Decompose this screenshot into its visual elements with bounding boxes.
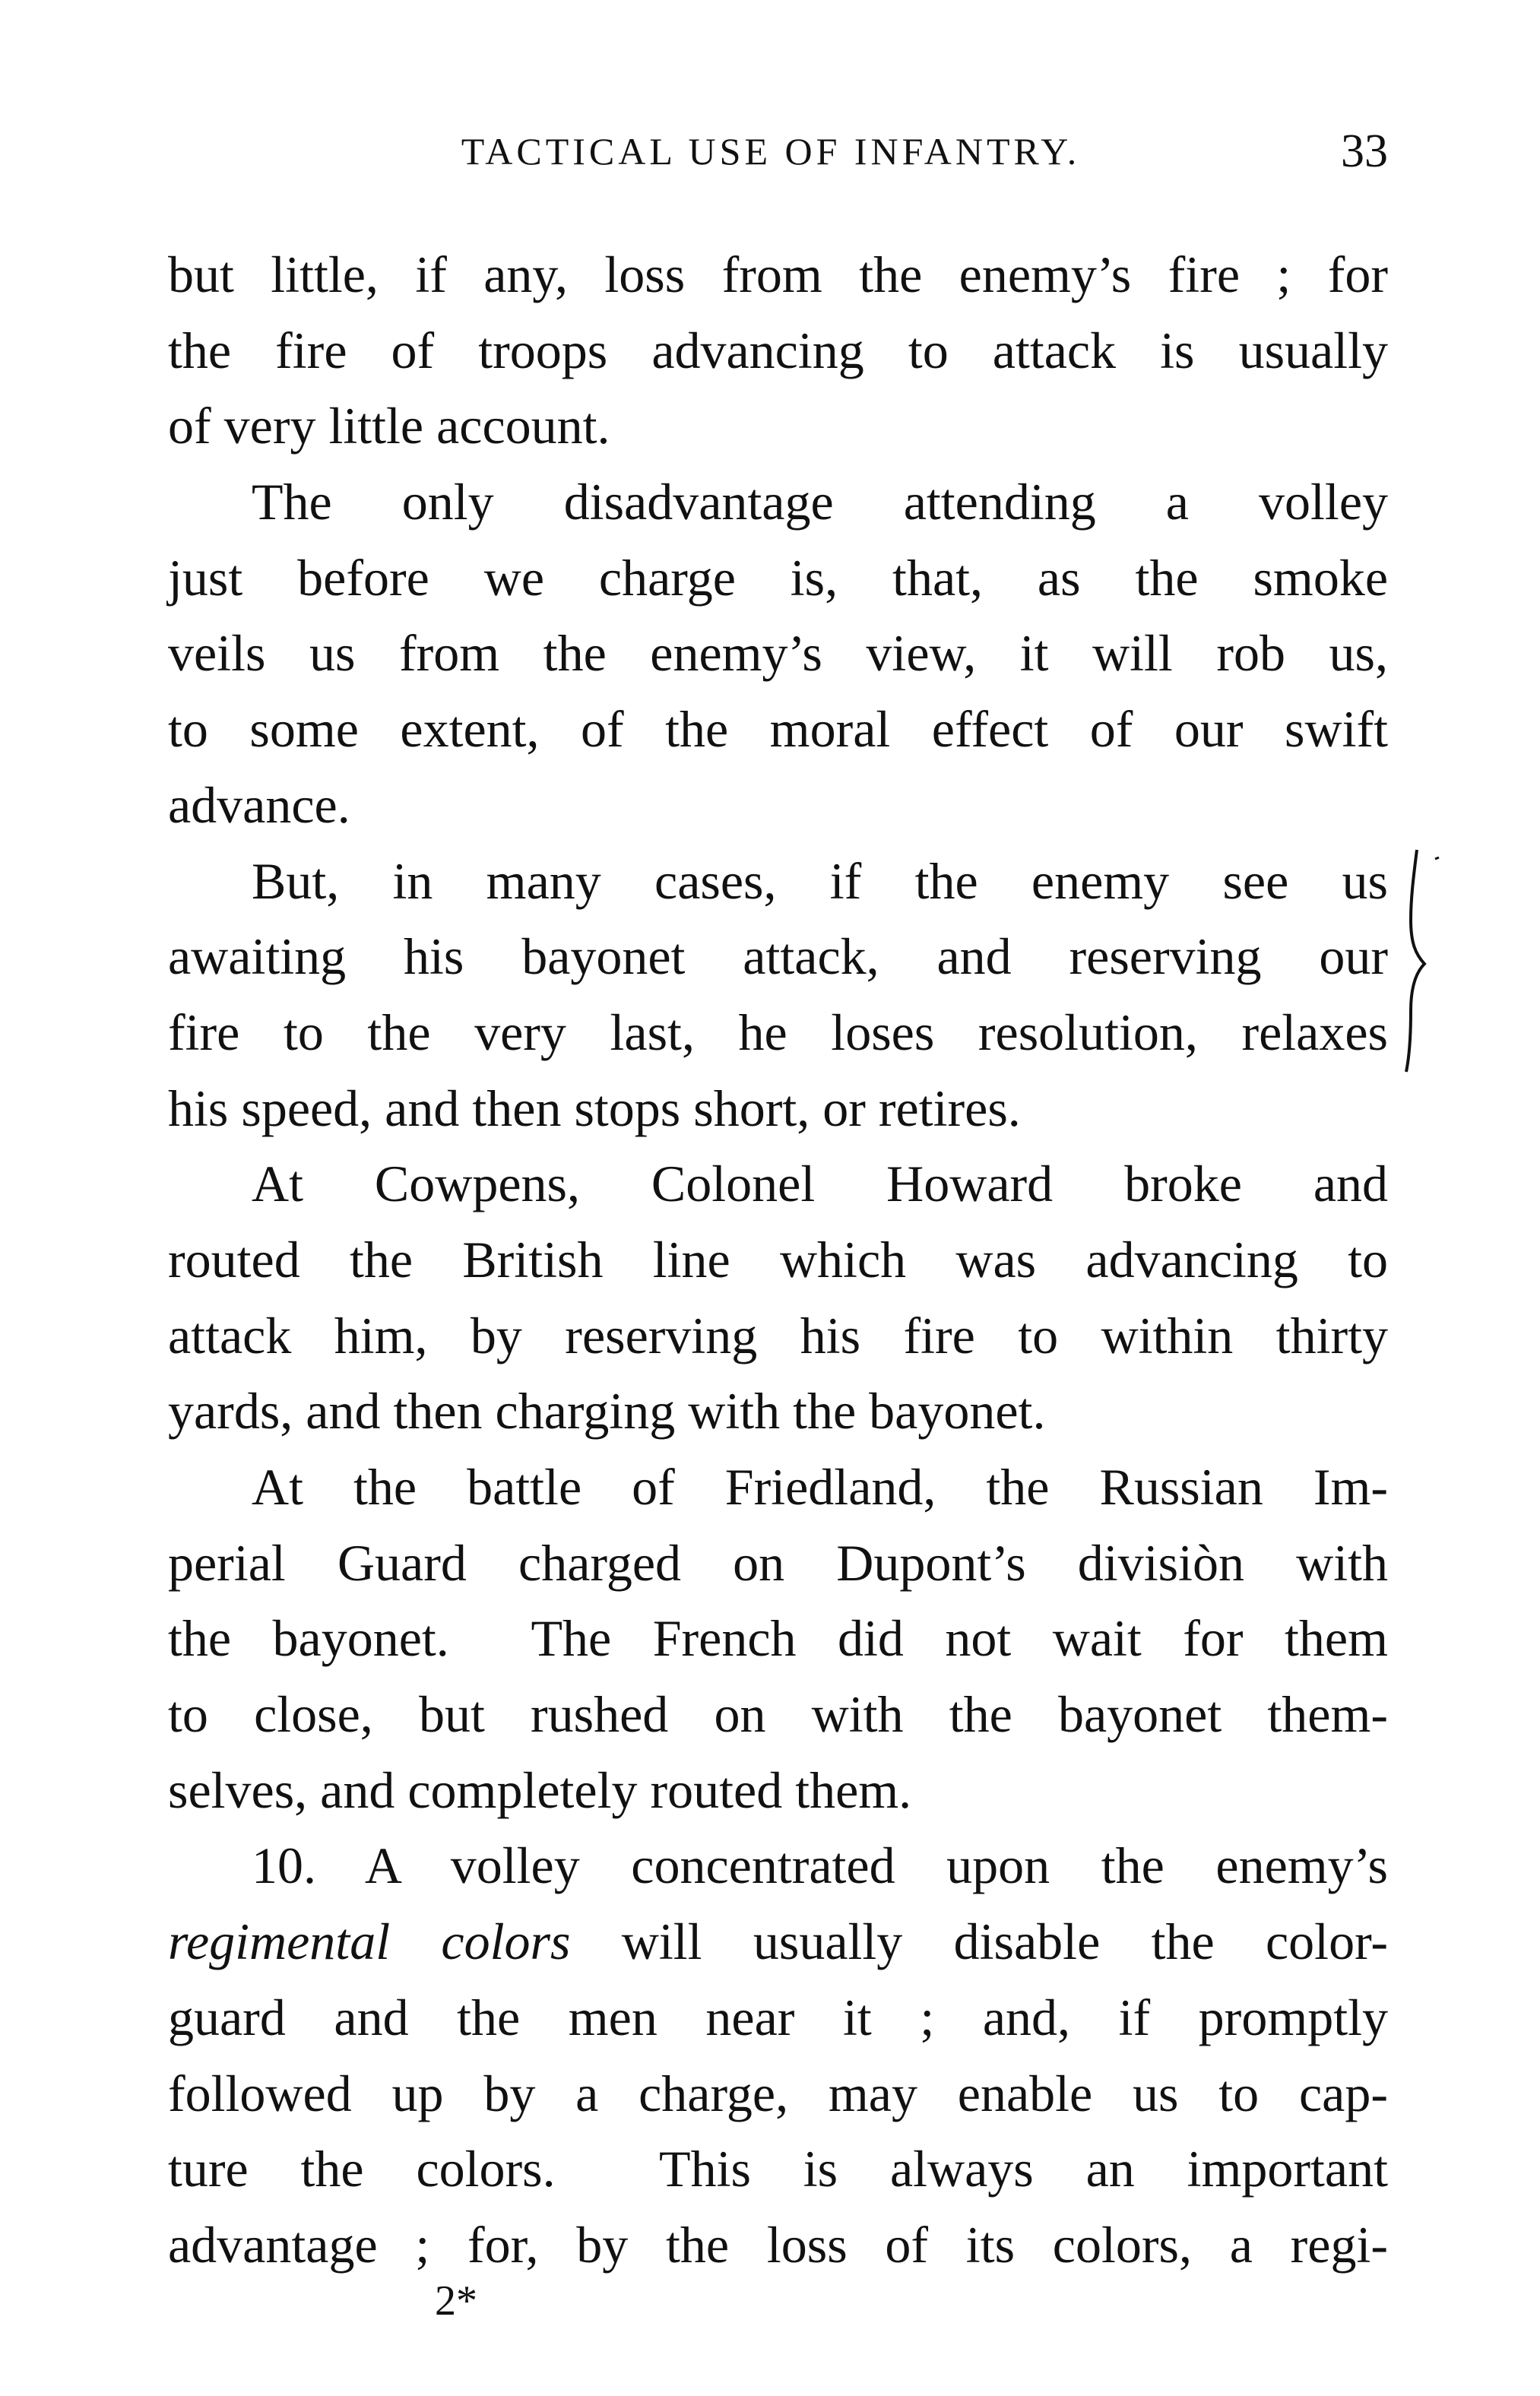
text-segment: advance. — [168, 775, 350, 834]
text-segment: guard and the men near it ; and, if promptly — [168, 1988, 1388, 2046]
text-segment: 10. A volley concentrated upon the enemy’s — [252, 1837, 1388, 1895]
text-line — [168, 388, 1388, 464]
text-segment: selves, and completely routed them. — [168, 1761, 912, 1819]
text-segment: but little, if any, loss from the enemy’s fire ; for — [168, 246, 1388, 303]
text-line — [168, 2207, 1388, 2283]
text-segment: to close, but rushed on with the bayonet them- — [168, 1685, 1388, 1744]
text-line — [168, 844, 1388, 920]
text-segment: of very little account. — [168, 397, 610, 455]
text-segment: advantage ; for, by the loss of its colors, a regi- — [168, 2215, 1388, 2274]
paragraph — [168, 237, 1388, 464]
text-line — [168, 616, 1388, 692]
paragraph — [168, 1828, 1388, 2283]
running-title: TACTICAL USE OF INFANTRY. — [461, 130, 1081, 173]
text-line — [168, 1904, 1388, 1980]
text-line — [168, 540, 1388, 616]
text-line — [168, 313, 1388, 389]
paragraph — [168, 1450, 1388, 1828]
text-segment: fire to the very last, he loses resolution, relaxes — [168, 1003, 1388, 1061]
text-segment: The only disadvantage attending a volley — [252, 473, 1388, 531]
text-line — [168, 1601, 1388, 1677]
text-line — [168, 1980, 1388, 2056]
text-line — [168, 237, 1388, 313]
text-segment: yards, and then charging with the bayonet. — [168, 1382, 1046, 1440]
text-line — [168, 1677, 1388, 1753]
text-line — [168, 2131, 1388, 2207]
text-line — [168, 1374, 1388, 1450]
text-segment: veils us from the enemy’s view, it will rob us, — [168, 624, 1388, 683]
text-segment: At the battle of Friedland, the Russian Im- — [252, 1458, 1388, 1516]
text-line — [168, 995, 1388, 1071]
marginal-brace-mark — [1399, 844, 1444, 1079]
text-line — [168, 1222, 1388, 1298]
text-segment: attack him, by reserving his fire to within thirty — [168, 1306, 1388, 1364]
text-segment: to some extent, of the moral effect of our swift — [168, 700, 1388, 759]
running-header — [0, 122, 1540, 182]
italic-text: regimental colors — [168, 1913, 571, 1971]
text-segment: But, in many cases, if the enemy see us — [252, 851, 1388, 910]
text-segment: ture the colors. This is always an important — [168, 2140, 1388, 2198]
text-line — [168, 1146, 1388, 1222]
text-segment: followed up by a charge, may enable us to cap- — [168, 2064, 1388, 2122]
signature-mark: 2* — [435, 2277, 477, 2325]
text-line — [168, 768, 1388, 844]
text-segment: At Cowpens, Colonel Howard broke and — [252, 1155, 1388, 1213]
text-segment: just before we charge is, that, as the smoke — [168, 548, 1388, 607]
paragraph — [168, 464, 1388, 843]
text-line — [168, 919, 1388, 995]
paragraph — [168, 1146, 1388, 1450]
text-line — [168, 692, 1388, 768]
page-number: 33 — [1341, 125, 1388, 177]
text-line — [168, 464, 1388, 540]
text-segment: the fire of troops advancing to attack is usually — [168, 321, 1388, 379]
text-line — [168, 2056, 1388, 2132]
text-segment: routed the British line which was advancing to — [168, 1230, 1388, 1288]
text-line — [168, 1828, 1388, 1904]
text-segment: awaiting his bayonet attack, and reserving our — [168, 927, 1388, 986]
text-line — [168, 1298, 1388, 1374]
text-line — [168, 1071, 1388, 1147]
text-line — [168, 1450, 1388, 1526]
body-text — [168, 237, 1388, 2283]
text-segment: will usually disable the color- — [570, 1913, 1388, 1971]
text-segment: his speed, and then stops short, or retires. — [168, 1079, 1021, 1137]
text-segment: perial Guard charged on Dupont’s divisiòn with — [168, 1533, 1388, 1592]
text-segment: the bayonet. The French did not wait for them — [168, 1609, 1388, 1668]
text-line — [168, 1526, 1388, 1602]
paragraph — [168, 844, 1388, 1147]
text-line — [168, 1753, 1388, 1829]
